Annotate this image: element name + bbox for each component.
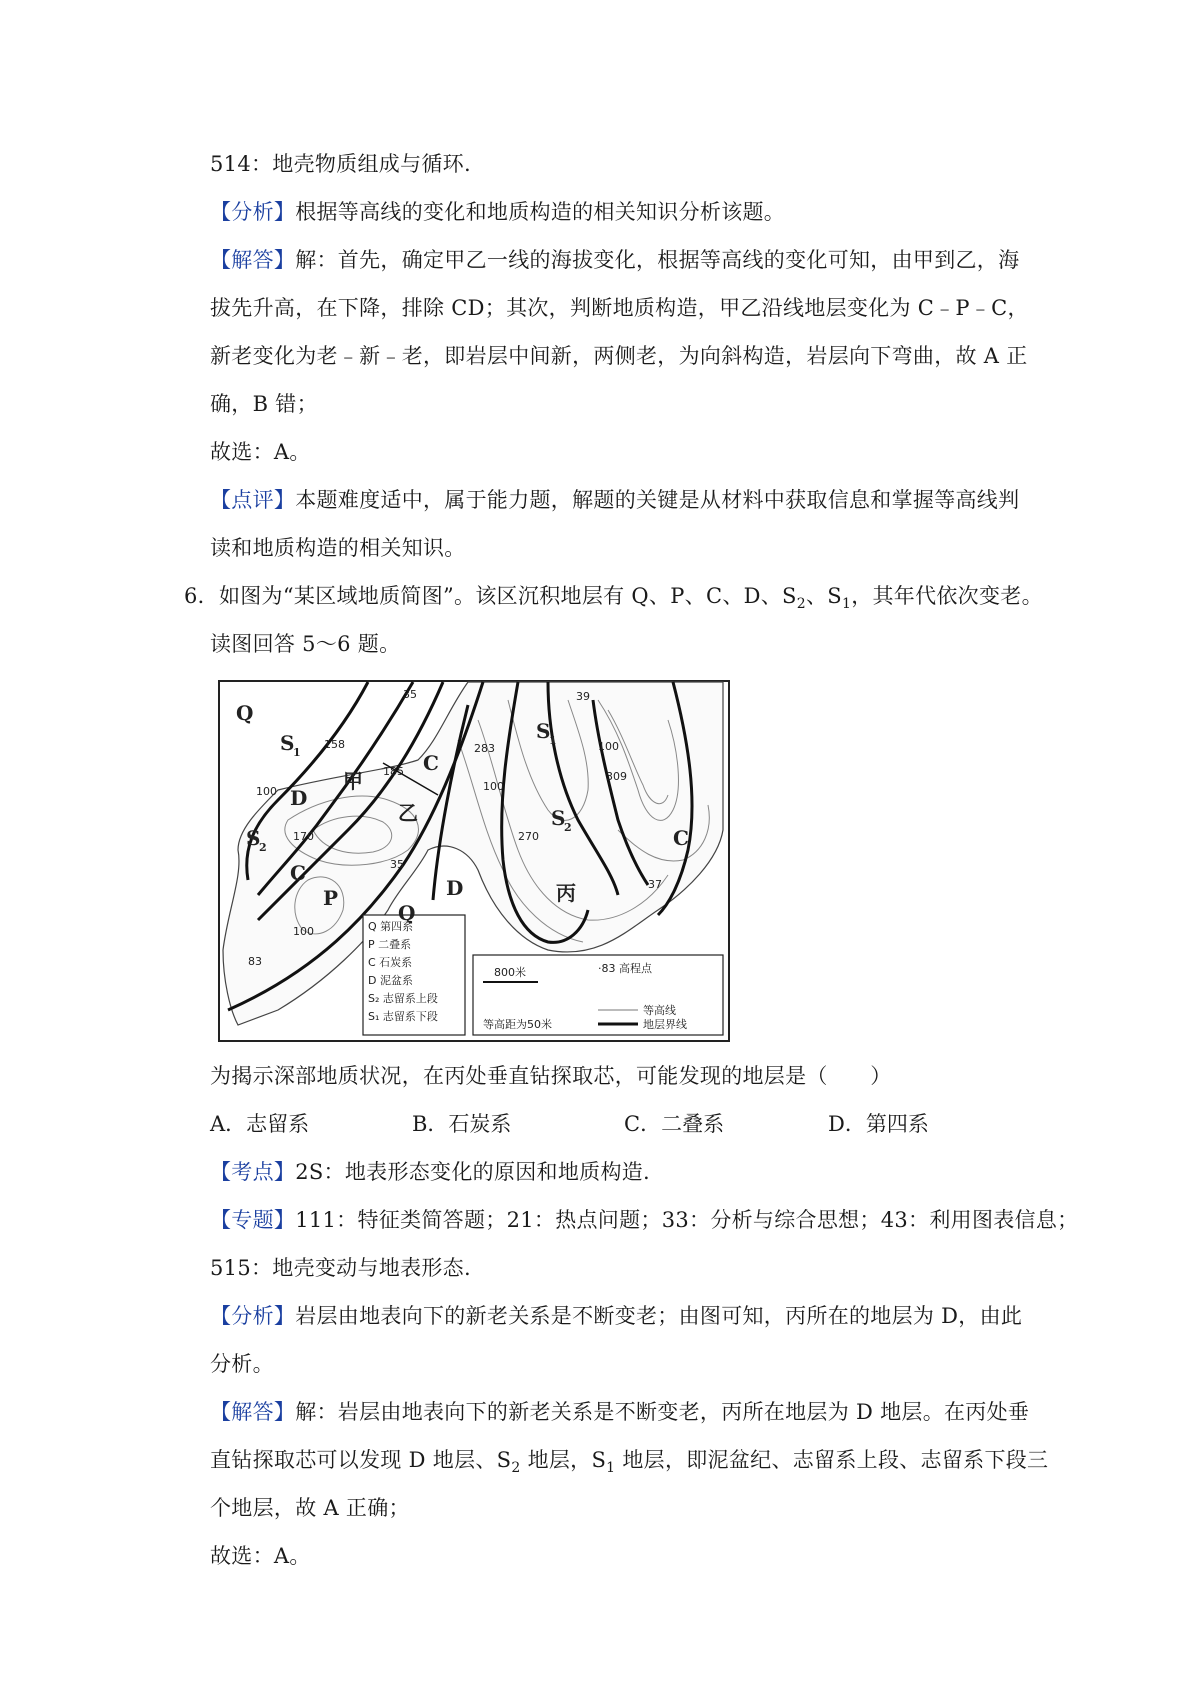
elevation-point-100: 100	[598, 740, 619, 753]
elevation-point-39: 39	[576, 690, 590, 703]
geological-map-svg	[218, 680, 730, 1042]
map-label-3: D	[290, 786, 308, 810]
map-label-s1-sub: 1	[293, 746, 301, 759]
option-d[interactable]: D．第四系	[828, 1112, 929, 1136]
answer-tag: 【解答】	[210, 1400, 296, 1424]
q6-analysis-line1: 【分析】岩层由地表向下的新老关系是不断变老；由图可知，丙所在的地层为 D，由此	[210, 1304, 1023, 1328]
q6-zhuanti-line1: 【专题】111：特征类简答题；21：热点问题；33：分析与综合思想；43：利用图表信息；	[210, 1208, 1079, 1232]
map-label-6: 甲	[343, 769, 363, 793]
q6-question: 为揭示深部地质状况，在丙处垂直钻探取芯，可能发现的地层是（ ）	[210, 1064, 892, 1088]
prev-analysis: 【分析】根据等高线的变化和地质构造的相关知识分析该题。	[210, 200, 786, 224]
map-label-s1: S	[536, 719, 551, 743]
strata-legend-item: S₁ 志留系下段	[368, 1010, 438, 1023]
q6-choice: 故选：A。	[210, 1544, 311, 1568]
kaodian-tag: 【考点】	[210, 1160, 296, 1184]
elevation-point-185: 185	[383, 765, 404, 778]
map-label-5: P	[323, 886, 339, 910]
q6-answer-line1: 【解答】解：岩层由地表向下的新老关系是不断变老，丙所在地层为 D 地层。在丙处垂	[210, 1400, 1030, 1424]
map-label-s1: S	[280, 731, 295, 755]
analysis-tag: 【分析】	[210, 1304, 296, 1328]
map-label-s2-sub: 2	[259, 841, 267, 854]
q6-analysis-line2: 分析。	[210, 1352, 274, 1376]
map-label-s1-sub: 1	[549, 734, 557, 747]
map-label-4: C	[290, 861, 306, 885]
prev-answer-line1: 【解答】解：首先，确定甲乙一线的海拔变化，根据等高线的变化可知，由甲到乙，海	[210, 248, 1020, 272]
elevation-point-37: 37	[648, 878, 662, 891]
elevation-point-170: 170	[293, 830, 314, 843]
elevation-point-309: 309	[606, 770, 627, 783]
prev-comment-line2: 读和地质构造的相关知识。	[210, 536, 466, 560]
answer-tag: 【解答】	[210, 248, 296, 272]
map-label-8: C	[423, 751, 439, 775]
contour-legend-label: 等高线	[643, 1004, 676, 1017]
elevation-point-100: 100	[483, 780, 504, 793]
elevation-point-83: 83	[248, 955, 262, 968]
elevation-point-35: 35	[403, 688, 417, 701]
map-label-s2: S	[551, 806, 566, 830]
prev-answer-line4: 确，B 错；	[210, 392, 318, 416]
map-label-10: Q	[398, 901, 416, 925]
prev-answer-line3: 新老变化为老﹣新﹣老，即岩层中间新，两侧老，为向斜构造，岩层向下弯曲，故 A 正	[210, 344, 1028, 368]
strata-legend-item: S₂ 志留系上段	[368, 992, 438, 1005]
strata-legend-item: Q 第四系	[368, 920, 414, 933]
option-c[interactable]: C．二叠系	[624, 1112, 725, 1136]
boundary-legend-label: 地层界线	[643, 1018, 687, 1031]
scale-label: 800米	[494, 966, 526, 979]
strata-legend-item: P 二叠系	[368, 938, 412, 951]
prev-comment-line1: 【点评】本题难度适中，属于能力题，解题的关键是从材料中获取信息和掌握等高线判	[210, 488, 1020, 512]
option-a[interactable]: A．志留系	[210, 1112, 310, 1136]
elevation-point-270: 270	[518, 830, 539, 843]
q6-stem-line2: 读图回答 5～6 题。	[210, 632, 401, 656]
elevation-point-legend: ·83 高程点	[598, 962, 652, 975]
elevation-point-283: 283	[474, 742, 495, 755]
map-label-0: Q	[236, 701, 254, 725]
map-label-13: 丙	[556, 881, 576, 905]
q6-kaodian: 【考点】2S：地表形态变化的原因和地质构造.	[210, 1160, 651, 1184]
strata-legend-item: C 石炭系	[368, 956, 413, 969]
elevation-point-158: 158	[324, 738, 345, 751]
strata-legend-item: D 泥盆系	[368, 974, 413, 987]
q6-zhuanti-line2: 515：地壳变动与地表形态.	[210, 1256, 471, 1280]
option-b[interactable]: B．石炭系	[412, 1112, 512, 1136]
q6-stem-line1: 6．如图为“某区域地质简图”。该区沉积地层有 Q、P、C、D、$S_2$、$S_1$，其年代依次变老。	[184, 584, 1043, 612]
contour-interval-label: 等高距为50米	[483, 1018, 552, 1031]
elevation-point-100: 100	[256, 785, 277, 798]
zhuanti-tag: 【专题】	[210, 1208, 296, 1232]
comment-tag: 【点评】	[210, 488, 296, 512]
prev-choice: 故选：A。	[210, 440, 311, 464]
prev-answer-line2: 拔先升高，在下降，排除 CD；其次，判断地质构造，甲乙沿线地层变化为 C﹣P﹣C，	[210, 296, 1029, 320]
elevation-point-35: 35	[390, 858, 404, 871]
q6-answer-line3: 个地层，故 A 正确；	[210, 1496, 410, 1520]
map-label-7: 乙	[398, 801, 418, 825]
map-label-s2-sub: 2	[564, 821, 572, 834]
map-label-s2: S	[246, 826, 261, 850]
geological-map-figure	[218, 680, 730, 1042]
map-label-9: D	[446, 876, 464, 900]
elevation-point-100: 100	[293, 925, 314, 938]
analysis-tag: 【分析】	[210, 200, 296, 224]
q6-answer-line2: 直钻探取芯可以发现 D 地层、$S_2$ 地层，$S_1$ 地层，即泥盆纪、志留系上段、志留系下段三	[210, 1448, 1049, 1476]
prev-category-line: 514：地壳物质组成与循环.	[210, 152, 471, 176]
map-label-14: C	[673, 826, 689, 850]
